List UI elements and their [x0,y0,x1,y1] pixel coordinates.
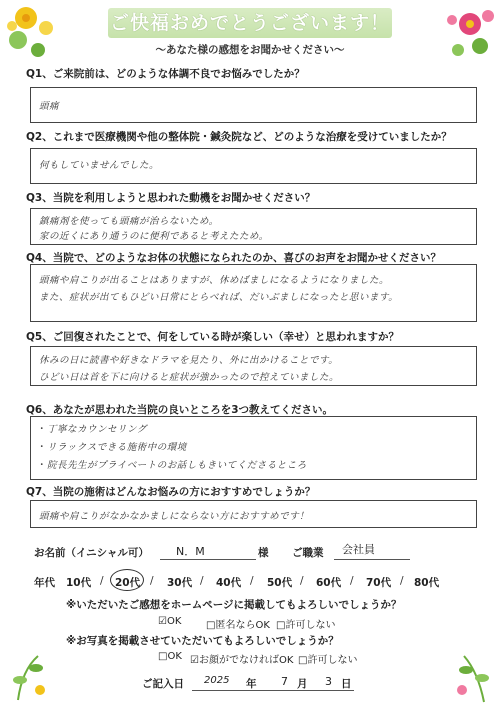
answer-7-line-1: 頭痛や肩こりがなかなかましにならない方におすすめです！ [39,511,310,522]
name-underline [160,559,256,560]
flower-bottom-right-icon [448,648,496,706]
date-month-value: 7 [281,675,288,688]
age-option-50[interactable]: 50代 [267,577,293,589]
checkbox-icon: □ [276,620,286,631]
checkbox-icon: □ [158,651,168,662]
job-underline [334,559,410,560]
date-month-unit: 月 [297,678,308,690]
photo-option-deny[interactable]: □許可しない [298,655,358,666]
page-subtitle: 〜あなた様の感想をお聞かせください〜 [155,44,345,56]
answer-6-line-2: リラックスできる施術中の環境 [47,442,187,453]
bullet-dot: ・ [37,424,47,435]
answer-3-line-1: 鎮痛剤を使っても頭痛が治らないため。 [39,216,219,227]
homepage-permission-question: ※いただいたご感想をホームページに掲載してもよろしいでしょうか？ [66,599,402,611]
question-4: Q4、当院で、どのようなお体の状態になられたのか、喜びのお声をお聞かせください？ [26,252,442,264]
honorific-label: 様 [258,547,269,559]
checkbox-checked-icon: ☑ [190,655,199,666]
answer-box-3 [30,208,477,245]
age-separator: / [350,575,354,587]
date-underline [192,690,354,691]
answer-box-1 [30,87,477,123]
age-separator: / [150,575,154,587]
age-separator: / [400,575,404,587]
age-separator: / [300,575,304,587]
question-3: Q3、当院を利用しようと思われた動機をお聞かせください？ [26,192,316,204]
name-label: お名前（イニシャル可） [34,547,149,559]
photo-option-ok[interactable]: □OK [158,651,182,662]
page-title: ご快福おめでとうございます！ [108,8,392,38]
age-option-40[interactable]: 40代 [216,577,242,589]
answer-box-4 [30,264,477,322]
flower-bottom-left-icon [8,650,54,706]
name-value: N．M [176,545,205,558]
bullet-dot: ・ [37,460,47,471]
age-option-30[interactable]: 30代 [167,577,193,589]
question-2: Q2、これまで医療機関や他の整体院・鍼灸院など、どのような治療を受けていましたか？ [26,131,452,143]
answer-4-line-2: また、症状が出てもひどい日常にとらべれば、だいぶましになったと思います。 [39,292,399,303]
age-option-20[interactable]: 20代 [115,577,141,589]
question-6: Q6、あなたが思われた当院の良いところを3つ教えてください。 [26,404,334,416]
photo-permission-question: ※お写真を掲載させていただいてもよろしいでしょうか？ [66,635,339,647]
answer-6-line-3: 院長先生がプライベートのお話しもきいてくださるところ [47,460,307,471]
checkbox-icon: □ [206,620,216,631]
answer-4-line-1: 頭痛や肩こりが出ることはありますが、休めばましになるようになりました。 [39,275,390,286]
age-separator: / [250,575,254,587]
question-7: Q7、当院の施術はどんなお悩みの方におすすめでしょうか？ [26,486,316,498]
answer-5-line-1: 休みの日に読書や好きなドラマを見たり、外に出かけることです。 [39,355,339,366]
answer-2-line-1: 何もしていませんでした。 [39,160,160,171]
answer-box-5 [30,346,477,386]
question-1: Q1、ご来院前は、どのような体調不良でお悩みでしたか？ [26,68,305,80]
answer-3-line-2: 家の近くにあり通うのに便利であると考えたため。 [39,231,269,242]
age-option-60[interactable]: 60代 [316,577,342,589]
homepage-option-ok[interactable]: ☑OK [158,616,182,627]
date-year-value: 2025 [204,675,230,686]
checkbox-checked-icon: ☑ [158,616,167,627]
date-day-value: 3 [325,675,332,688]
age-separator: / [200,575,204,587]
homepage-option-deny[interactable]: □許可しない [276,620,336,631]
job-value: 会社員 [342,543,375,556]
age-label: 年代 [34,577,55,589]
age-option-10[interactable]: 10代 [66,577,92,589]
bullet-dot: ・ [37,442,47,453]
date-day-unit: 日 [341,678,352,690]
question-5: Q5、ご回復されたことで、何をしている時が楽しい（幸せ）と思われますか？ [26,331,400,343]
age-option-80[interactable]: 80代 [414,577,440,589]
checkbox-icon: □ [298,655,308,666]
answer-box-7 [30,500,477,528]
job-label: ご職業 [292,547,324,559]
answer-5-line-2: ひどい日は首を下に向けると症状が強かったので控えていました。 [39,372,340,383]
age-option-70[interactable]: 70代 [366,577,392,589]
homepage-option-anonymous[interactable]: □匿名ならOK [206,620,270,631]
date-label: ご記入日 [142,678,184,690]
photo-option-no-face[interactable]: ☑お顔がでなければOK [190,655,294,666]
answer-1-line-1: 頭痛 [39,101,60,112]
age-separator: / [100,575,104,587]
answer-box-6 [30,416,477,480]
selected-circle-icon [110,569,144,591]
answer-box-2 [30,148,477,184]
answer-6-line-1: 丁寧なカウンセリング [47,424,147,435]
date-year-unit: 年 [246,678,257,690]
